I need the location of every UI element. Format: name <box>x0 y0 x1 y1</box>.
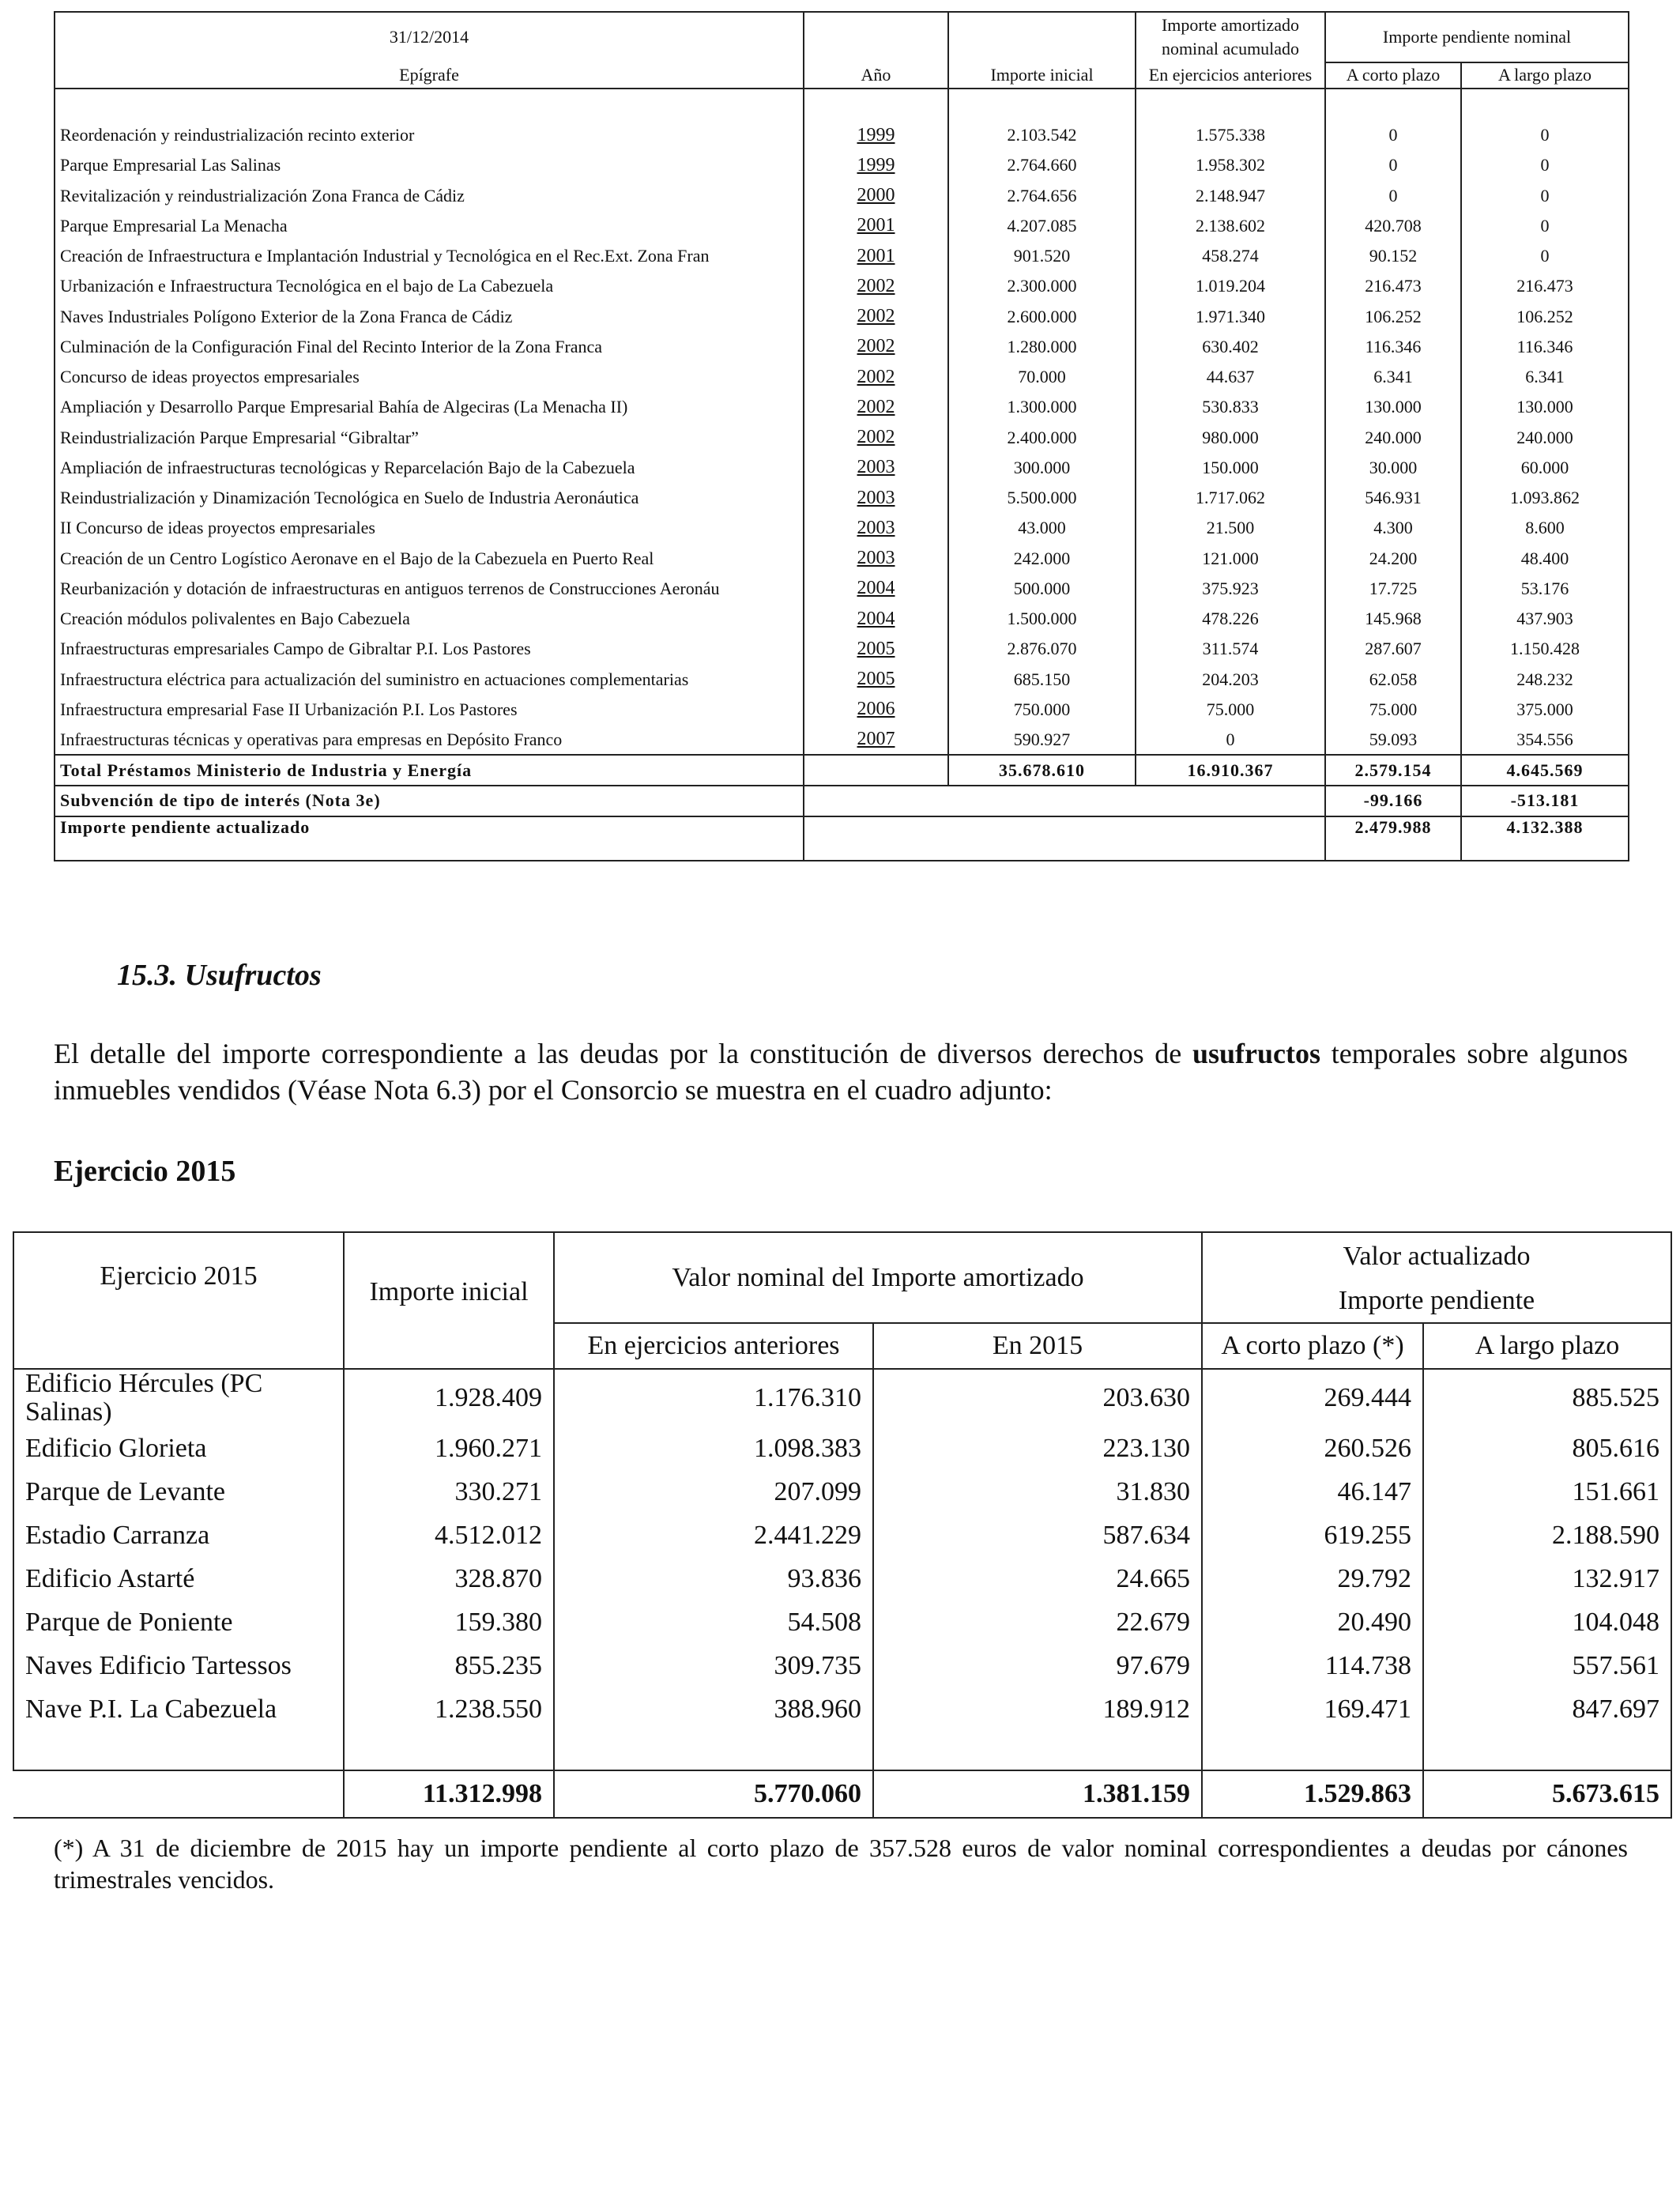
row-corto: 106.252 <box>1325 301 1461 331</box>
row-inicial: 2.764.656 <box>948 180 1136 210</box>
row-inicial: 242.000 <box>948 543 1136 573</box>
row-largo: 805.616 <box>1423 1427 1671 1470</box>
row-inicial: 500.000 <box>948 574 1136 604</box>
total-corto: 2.579.154 <box>1325 755 1461 786</box>
row-inicial: 1.238.550 <box>344 1687 554 1731</box>
row-anio: 2003 <box>804 483 948 513</box>
row-largo: 1.150.428 <box>1461 634 1629 664</box>
row-anio: 2005 <box>804 664 948 694</box>
row-inicial: 2.600.000 <box>948 301 1136 331</box>
actualizado-label: Importe pendiente actualizado <box>55 816 804 861</box>
table-row <box>55 513 1629 543</box>
header-valor-nominal: Valor nominal del Importe amortizado <box>554 1232 1202 1323</box>
table-row <box>13 1644 1671 1687</box>
row-epigrafe: Infraestructura empresarial Fase II Urbanización P.I. Los Pastores <box>55 695 804 725</box>
row-largo: 216.473 <box>1461 271 1629 301</box>
row-anteriores: 93.836 <box>554 1557 873 1600</box>
usufructos-table <box>13 1231 1672 1819</box>
row-inicial: 590.927 <box>948 725 1136 755</box>
row-amortizado: 121.000 <box>1136 543 1325 573</box>
row-largo: 437.903 <box>1461 604 1629 634</box>
table-date: 31/12/2014 <box>55 12 804 62</box>
subvencion-largo: -513.181 <box>1461 786 1629 816</box>
row-epigrafe: Revitalización y reindustrialización Zona Franca de Cádiz <box>55 180 804 210</box>
row-amortizado: 44.637 <box>1136 362 1325 392</box>
row-epigrafe: Naves Industriales Polígono Exterior de la Zona Franca de Cádiz <box>55 301 804 331</box>
row-inicial: 4.512.012 <box>344 1514 554 1557</box>
row-amortizado: 0 <box>1136 725 1325 755</box>
row-anio: 1999 <box>804 150 948 180</box>
row-en2015: 97.679 <box>873 1644 1202 1687</box>
table-row <box>55 574 1629 604</box>
row-inicial: 70.000 <box>948 362 1136 392</box>
row-anio: 2002 <box>804 332 948 362</box>
prestamos-table <box>54 11 1629 861</box>
row-epigrafe: Reindustrialización y Dinamización Tecnológica en Suelo de Industria Aeronáutica <box>55 483 804 513</box>
row-corto: 90.152 <box>1325 241 1461 271</box>
header-epigrafe: Epígrafe <box>55 62 804 89</box>
row-inicial: 1.960.271 <box>344 1427 554 1470</box>
row-amortizado: 21.500 <box>1136 513 1325 543</box>
header-anteriores: En ejercicios anteriores <box>1136 62 1325 89</box>
table-row <box>55 241 1629 271</box>
row-corto: 114.738 <box>1202 1644 1423 1687</box>
table-row <box>55 180 1629 210</box>
row-amortizado: 311.574 <box>1136 634 1325 664</box>
row-largo: 557.561 <box>1423 1644 1671 1687</box>
row-anteriores: 1.098.383 <box>554 1427 873 1470</box>
row-inicial: 328.870 <box>344 1557 554 1600</box>
row-amortizado: 75.000 <box>1136 695 1325 725</box>
actualizado-corto: 2.479.988 <box>1325 816 1461 861</box>
row-largo: 132.917 <box>1423 1557 1671 1600</box>
row-corto: 216.473 <box>1325 271 1461 301</box>
section-intro: El detalle del importe correspondiente a las deudas por la constitución de diversos derechos de usufructos temporales sobre algunos inmuebles vendidos (Véase Nota 6.3) por el Consorcio se muestra en el cuadro adjunto: <box>54 1038 1628 1106</box>
row-epigrafe: Concurso de ideas proyectos empresariales <box>55 362 804 392</box>
row-anio: 2002 <box>804 271 948 301</box>
row-amortizado: 2.138.602 <box>1136 211 1325 241</box>
t2-total-corto: 1.529.863 <box>1202 1770 1423 1818</box>
row-corto: 24.200 <box>1325 543 1461 573</box>
header-importe-pendiente: Importe pendiente <box>1202 1280 1671 1323</box>
row-inicial: 2.764.660 <box>948 150 1136 180</box>
row-corto: 546.931 <box>1325 483 1461 513</box>
t2-total-en2015: 1.381.159 <box>873 1770 1202 1818</box>
row-epigrafe: Reurbanización y dotación de infraestructuras en antiguos terrenos de Construcciones Aeronáu <box>55 574 804 604</box>
table-row <box>55 362 1629 392</box>
row-inicial: 685.150 <box>948 664 1136 694</box>
header-pendiente: Importe pendiente nominal <box>1325 12 1629 62</box>
row-inmueble: Edificio Hércules (PC Salinas) <box>13 1369 344 1427</box>
header-corto: A corto plazo <box>1325 62 1461 89</box>
row-anio: 2002 <box>804 422 948 452</box>
header-inicial: Importe inicial <box>344 1232 554 1323</box>
row-anio: 2004 <box>804 574 948 604</box>
row-corto: 0 <box>1325 120 1461 150</box>
row-amortizado: 1.958.302 <box>1136 150 1325 180</box>
row-largo: 847.697 <box>1423 1687 1671 1731</box>
table-row <box>13 1557 1671 1600</box>
row-corto: 269.444 <box>1202 1369 1423 1427</box>
row-inicial: 2.103.542 <box>948 120 1136 150</box>
row-amortizado: 1.575.338 <box>1136 120 1325 150</box>
row-corto: 46.147 <box>1202 1470 1423 1514</box>
row-largo: 354.556 <box>1461 725 1629 755</box>
row-corto: 260.526 <box>1202 1427 1423 1470</box>
actualizado-largo: 4.132.388 <box>1461 816 1629 861</box>
row-amortizado: 458.274 <box>1136 241 1325 271</box>
row-epigrafe: Creación de Infraestructura e Implantación Industrial y Tecnológica en el Rec.Ext. Zona Fran <box>55 241 804 271</box>
header-amortizado: Importe amortizado nominal acumulado <box>1136 12 1325 62</box>
row-anteriores: 54.508 <box>554 1600 873 1644</box>
row-en2015: 24.665 <box>873 1557 1202 1600</box>
table-row <box>55 211 1629 241</box>
row-anio: 2005 <box>804 634 948 664</box>
row-epigrafe: Infraestructuras técnicas y operativas para empresas en Depósito Franco <box>55 725 804 755</box>
row-inmueble: Parque de Levante <box>13 1470 344 1514</box>
row-inicial: 2.400.000 <box>948 422 1136 452</box>
row-corto: 29.792 <box>1202 1557 1423 1600</box>
row-inicial: 901.520 <box>948 241 1136 271</box>
row-en2015: 223.130 <box>873 1427 1202 1470</box>
row-inmueble: Parque de Poniente <box>13 1600 344 1644</box>
row-corto: 75.000 <box>1325 695 1461 725</box>
row-anio: 1999 <box>804 120 948 150</box>
row-anio: 2002 <box>804 362 948 392</box>
row-largo: 1.093.862 <box>1461 483 1629 513</box>
row-anio: 2002 <box>804 392 948 422</box>
row-epigrafe: Creación módulos polivalentes en Bajo Cabezuela <box>55 604 804 634</box>
row-inicial: 1.300.000 <box>948 392 1136 422</box>
subvencion-label: Subvención de tipo de interés (Nota 3e) <box>55 786 804 816</box>
row-anio: 2003 <box>804 453 948 483</box>
row-corto: 0 <box>1325 180 1461 210</box>
row-anio: 2001 <box>804 241 948 271</box>
table-row <box>13 1427 1671 1470</box>
table-row <box>13 1470 1671 1514</box>
row-largo: 0 <box>1461 120 1629 150</box>
row-largo: 48.400 <box>1461 543 1629 573</box>
table-row <box>55 422 1629 452</box>
row-amortizado: 980.000 <box>1136 422 1325 452</box>
row-epigrafe: Ampliación y Desarrollo Parque Empresarial Bahía de Algeciras (La Menacha II) <box>55 392 804 422</box>
header-importe-inicial: Importe inicial <box>948 62 1136 89</box>
subvencion-corto: -99.166 <box>1325 786 1461 816</box>
header-anteriores-2: En ejercicios anteriores <box>554 1323 873 1369</box>
section-title: 15.3. Usufructos <box>117 959 322 992</box>
row-largo: 106.252 <box>1461 301 1629 331</box>
row-epigrafe: Parque Empresarial La Menacha <box>55 211 804 241</box>
row-anteriores: 309.735 <box>554 1644 873 1687</box>
table-row <box>55 120 1629 150</box>
table-row <box>55 664 1629 694</box>
row-largo: 885.525 <box>1423 1369 1671 1427</box>
row-anteriores: 1.176.310 <box>554 1369 873 1427</box>
header-valor-actualizado: Valor actualizado <box>1202 1232 1671 1280</box>
header-largo: A largo plazo <box>1461 62 1629 89</box>
row-inmueble: Naves Edificio Tartessos <box>13 1644 344 1687</box>
row-en2015: 31.830 <box>873 1470 1202 1514</box>
row-corto: 169.471 <box>1202 1687 1423 1731</box>
row-inicial: 330.271 <box>344 1470 554 1514</box>
row-epigrafe: Infraestructuras empresariales Campo de Gibraltar P.I. Los Pastores <box>55 634 804 664</box>
row-largo: 130.000 <box>1461 392 1629 422</box>
header-corto-2: A corto plazo (*) <box>1202 1323 1423 1369</box>
row-largo: 104.048 <box>1423 1600 1671 1644</box>
table-row <box>55 634 1629 664</box>
row-largo: 151.661 <box>1423 1470 1671 1514</box>
row-inicial: 855.235 <box>344 1644 554 1687</box>
row-inicial: 1.280.000 <box>948 332 1136 362</box>
row-corto: 287.607 <box>1325 634 1461 664</box>
row-largo: 60.000 <box>1461 453 1629 483</box>
row-amortizado: 478.226 <box>1136 604 1325 634</box>
header-en2015: En 2015 <box>873 1323 1202 1369</box>
row-amortizado: 150.000 <box>1136 453 1325 483</box>
row-anio: 2006 <box>804 695 948 725</box>
header-largo-2: A largo plazo <box>1423 1323 1671 1369</box>
table-row <box>55 332 1629 362</box>
row-amortizado: 630.402 <box>1136 332 1325 362</box>
table-row <box>55 301 1629 331</box>
table-row <box>13 1687 1671 1731</box>
header-ejercicio: Ejercicio 2015 <box>13 1232 344 1323</box>
row-epigrafe: Ampliación de infraestructuras tecnológicas y Reparcelación Bajo de la Cabezuela <box>55 453 804 483</box>
t2-total-largo: 5.673.615 <box>1423 1770 1671 1818</box>
row-corto: 6.341 <box>1325 362 1461 392</box>
row-amortizado: 204.203 <box>1136 664 1325 694</box>
row-corto: 4.300 <box>1325 513 1461 543</box>
row-amortizado: 1.717.062 <box>1136 483 1325 513</box>
row-corto: 145.968 <box>1325 604 1461 634</box>
row-anio: 2000 <box>804 180 948 210</box>
table-row <box>55 543 1629 573</box>
row-inicial: 1.500.000 <box>948 604 1136 634</box>
row-anio: 2004 <box>804 604 948 634</box>
row-epigrafe: Urbanización e Infraestructura Tecnológica en el bajo de La Cabezuela <box>55 271 804 301</box>
row-corto: 240.000 <box>1325 422 1461 452</box>
row-en2015: 22.679 <box>873 1600 1202 1644</box>
row-epigrafe: Creación de un Centro Logístico Aeronave en el Bajo de la Cabezuela en Puerto Real <box>55 543 804 573</box>
table-row <box>55 271 1629 301</box>
row-amortizado: 375.923 <box>1136 574 1325 604</box>
row-en2015: 587.634 <box>873 1514 1202 1557</box>
row-en2015: 203.630 <box>873 1369 1202 1427</box>
row-anio: 2003 <box>804 543 948 573</box>
row-anteriores: 207.099 <box>554 1470 873 1514</box>
table-row <box>13 1600 1671 1644</box>
row-epigrafe: Reindustrialización Parque Empresarial “Gibraltar” <box>55 422 804 452</box>
row-anio: 2002 <box>804 301 948 331</box>
row-en2015: 189.912 <box>873 1687 1202 1731</box>
table-row <box>13 1514 1671 1557</box>
row-largo: 0 <box>1461 211 1629 241</box>
row-corto: 420.708 <box>1325 211 1461 241</box>
table-row <box>55 453 1629 483</box>
row-largo: 0 <box>1461 241 1629 271</box>
row-inmueble: Edificio Glorieta <box>13 1427 344 1470</box>
row-largo: 375.000 <box>1461 695 1629 725</box>
row-largo: 248.232 <box>1461 664 1629 694</box>
row-inicial: 159.380 <box>344 1600 554 1644</box>
row-epigrafe: Parque Empresarial Las Salinas <box>55 150 804 180</box>
table-row <box>55 695 1629 725</box>
row-amortizado: 1.019.204 <box>1136 271 1325 301</box>
t2-total-inicial: 11.312.998 <box>344 1770 554 1818</box>
row-inicial: 2.300.000 <box>948 271 1136 301</box>
row-inicial: 4.207.085 <box>948 211 1136 241</box>
row-amortizado: 2.148.947 <box>1136 180 1325 210</box>
row-largo: 8.600 <box>1461 513 1629 543</box>
row-inicial: 300.000 <box>948 453 1136 483</box>
row-inmueble: Nave P.I. La Cabezuela <box>13 1687 344 1731</box>
row-anio: 2007 <box>804 725 948 755</box>
row-anteriores: 388.960 <box>554 1687 873 1731</box>
ejercicio-heading: Ejercicio 2015 <box>54 1155 236 1188</box>
row-amortizado: 1.971.340 <box>1136 301 1325 331</box>
row-amortizado: 530.833 <box>1136 392 1325 422</box>
row-epigrafe: Reordenación y reindustrialización recinto exterior <box>55 120 804 150</box>
row-largo: 53.176 <box>1461 574 1629 604</box>
row-inmueble: Estadio Carranza <box>13 1514 344 1557</box>
table-row <box>55 483 1629 513</box>
table-row <box>55 392 1629 422</box>
footnote: (*) A 31 de diciembre de 2015 hay un importe pendiente al corto plazo de 357.528 euros de valor nominal correspondientes a deudas por cánones trimestrales vencidos. <box>54 1834 1628 1894</box>
row-largo: 2.188.590 <box>1423 1514 1671 1557</box>
row-corto: 17.725 <box>1325 574 1461 604</box>
row-corto: 0 <box>1325 150 1461 180</box>
total-amortizado: 16.910.367 <box>1136 755 1325 786</box>
total-largo: 4.645.569 <box>1461 755 1629 786</box>
row-largo: 116.346 <box>1461 332 1629 362</box>
row-corto: 116.346 <box>1325 332 1461 362</box>
table-row <box>13 1369 1671 1427</box>
header-anio: Año <box>804 62 948 89</box>
row-anteriores: 2.441.229 <box>554 1514 873 1557</box>
table-row <box>55 604 1629 634</box>
row-corto: 20.490 <box>1202 1600 1423 1644</box>
row-anio: 2001 <box>804 211 948 241</box>
total-inicial: 35.678.610 <box>948 755 1136 786</box>
row-epigrafe: Culminación de la Configuración Final del Recinto Interior de la Zona Franca <box>55 332 804 362</box>
t2-total-anteriores: 5.770.060 <box>554 1770 873 1818</box>
row-epigrafe: II Concurso de ideas proyectos empresariales <box>55 513 804 543</box>
row-corto: 59.093 <box>1325 725 1461 755</box>
row-largo: 6.341 <box>1461 362 1629 392</box>
row-inicial: 750.000 <box>948 695 1136 725</box>
row-corto: 62.058 <box>1325 664 1461 694</box>
total-label: Total Préstamos Ministerio de Industria y Energía <box>55 755 804 786</box>
row-epigrafe: Infraestructura eléctrica para actualización del suministro en actuaciones complementarias <box>55 664 804 694</box>
row-anio: 2003 <box>804 513 948 543</box>
table-row <box>55 725 1629 755</box>
row-corto: 130.000 <box>1325 392 1461 422</box>
row-corto: 30.000 <box>1325 453 1461 483</box>
row-inicial: 5.500.000 <box>948 483 1136 513</box>
row-inicial: 1.928.409 <box>344 1369 554 1427</box>
row-largo: 0 <box>1461 180 1629 210</box>
row-inicial: 43.000 <box>948 513 1136 543</box>
row-largo: 240.000 <box>1461 422 1629 452</box>
row-inicial: 2.876.070 <box>948 634 1136 664</box>
row-corto: 619.255 <box>1202 1514 1423 1557</box>
row-inmueble: Edificio Astarté <box>13 1557 344 1600</box>
table-row <box>55 150 1629 180</box>
row-largo: 0 <box>1461 150 1629 180</box>
